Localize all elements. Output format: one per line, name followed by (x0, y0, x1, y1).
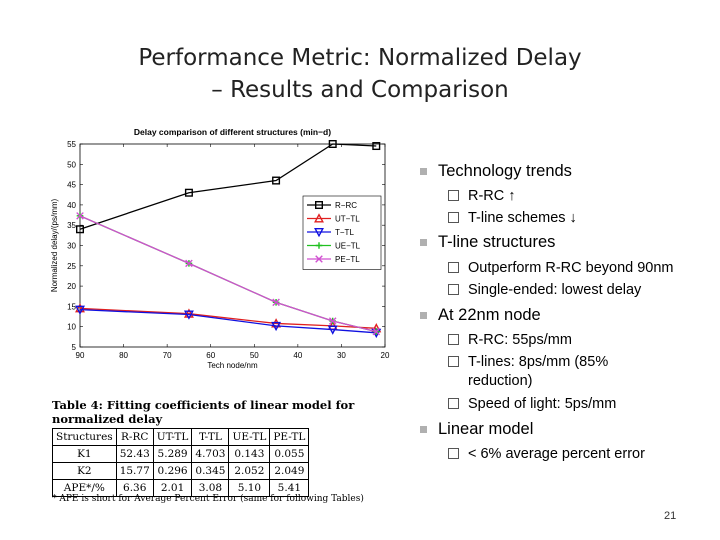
legend-label: T−TL (335, 228, 354, 237)
table-caption: Table 4: Fitting coefficients of linear model for normalized delay (52, 398, 355, 426)
table-cell: 0.055 (270, 446, 309, 463)
y-tick-label: 35 (67, 221, 76, 231)
legend-label: UT−TL (335, 214, 360, 224)
x-tick-label: 90 (75, 351, 85, 360)
y-axis-label: Normalized delay/(ps/mm) (50, 198, 59, 293)
table-cell: 0.143 (229, 446, 270, 463)
table-cell: K2 (53, 463, 117, 480)
y-tick-label: 50 (67, 160, 76, 170)
x-axis-label: Tech node/nm (207, 361, 258, 370)
y-tick-label: 45 (67, 180, 76, 190)
table-cell: 0.296 (153, 463, 192, 480)
y-tick-label: 20 (67, 282, 76, 292)
coefficients-table (52, 428, 309, 497)
table-cell: 5.10 (229, 480, 270, 497)
table-cell: 0.345 (192, 463, 229, 480)
sub-bullet: < 6% average percent error (468, 446, 645, 462)
sub-bullet: T-line schemes ↓ (468, 210, 577, 226)
table-cell: 2.01 (153, 480, 192, 497)
table-cell: 2.049 (270, 463, 309, 480)
legend-label: R−RC (335, 201, 358, 210)
table-cell: APE*/% (53, 480, 117, 497)
table-cell: 3.08 (192, 480, 229, 497)
table-row (53, 463, 309, 480)
table-header: R-RC (116, 429, 153, 446)
sub-bullet: Speed of light: 5ps/mm (468, 396, 616, 412)
table-row (53, 446, 309, 463)
y-tick-label: 30 (67, 241, 76, 251)
x-tick-label: 60 (206, 351, 216, 360)
slide-title-line1: Performance Metric: Normalized Delay (138, 45, 582, 71)
table-header: UE-TL (229, 429, 270, 446)
bullet-technology-trends: Technology trends (438, 162, 572, 181)
table-cell: 15.77 (116, 463, 153, 480)
bullet-tline-structures: T-line structures (438, 233, 555, 252)
table-cell: 5.41 (270, 480, 309, 497)
y-tick-label: 5 (71, 343, 76, 352)
sub-bullet: T-lines: 8ps/mm (85% (468, 354, 608, 370)
x-tick-label: 30 (336, 351, 346, 360)
table-cell: 52.43 (116, 446, 153, 463)
bullet-linear-model: Linear model (438, 420, 533, 439)
table-header: UT-TL (153, 429, 192, 446)
table-header: T-TL (192, 429, 229, 446)
table-cell: 5.289 (153, 446, 192, 463)
table-cell: K1 (53, 446, 117, 463)
slide-title (0, 42, 720, 106)
table-cell: 6.36 (116, 480, 153, 497)
chart-title: Delay comparison of different structures (min−d) (133, 127, 332, 137)
x-tick-label: 20 (380, 351, 390, 360)
y-tick-label: 55 (67, 140, 76, 149)
sub-bullet: Single-ended: lowest delay (468, 282, 641, 298)
bullet-22nm-node: At 22nm node (438, 306, 541, 325)
sub-bullet-continuation: reduction) (468, 373, 533, 389)
table-header: PE-TL (270, 429, 309, 446)
sub-bullet: R-RC ↑ (468, 188, 516, 204)
y-tick-label: 15 (67, 302, 76, 312)
legend-label: PE−TL (335, 255, 360, 264)
page-number: 21 (664, 510, 677, 522)
y-tick-label: 25 (67, 261, 76, 271)
sub-bullet: R-RC: 55ps/mm (468, 332, 572, 348)
legend-label: UE−TL (335, 241, 361, 251)
table-cell: 2.052 (229, 463, 270, 480)
y-tick-label: 10 (67, 322, 76, 332)
delay-comparison-chart (48, 122, 393, 387)
slide-title-line2: – Results and Comparison (211, 77, 509, 103)
table-header: Structures (53, 429, 117, 446)
x-tick-label: 70 (162, 351, 172, 360)
x-tick-label: 40 (293, 351, 303, 360)
table-cell: 4.703 (192, 446, 229, 463)
y-tick-label: 40 (67, 200, 76, 210)
table-header-row (53, 429, 309, 446)
sub-bullet: Outperform R-RC beyond 90nm (468, 260, 674, 276)
x-tick-label: 50 (249, 351, 259, 360)
table-footnote: * APE is short for Average Percent Error (same for following Tables) (52, 494, 364, 504)
x-tick-label: 80 (119, 351, 129, 360)
